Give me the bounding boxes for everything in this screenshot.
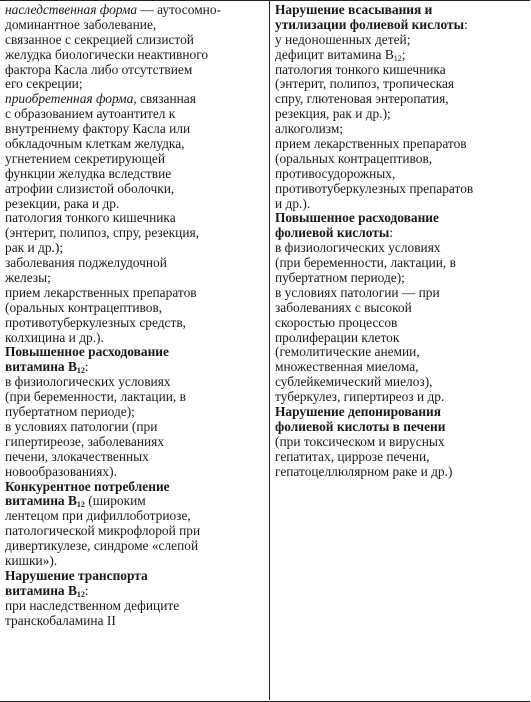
- text-line: патология тонкого кишечника: [5, 210, 176, 226]
- text-line: гипертиреозе, заболеваниях: [5, 433, 165, 449]
- text-line: угнетением секретирующей: [5, 150, 166, 166]
- text-line: противотуберкулезных средств,: [5, 314, 187, 330]
- text-line: в физиологических условиях: [275, 240, 441, 256]
- section-heading-line: утилизации фолиевой кислоты:: [275, 16, 468, 32]
- text-line: лентецом при дифиллоботриозе,: [5, 508, 191, 524]
- section-heading: Повышенное расходование: [5, 344, 169, 360]
- text-line: прием лекарственных препаратов: [275, 136, 467, 152]
- section-heading-line: витамина $B_{12}$:: [5, 359, 89, 376]
- section-heading: фолиевой кислоты в печени: [275, 418, 446, 434]
- text-line: туберкулез, гипертиреоз и др.: [275, 389, 445, 405]
- text-line: с образованием аутоантител к: [5, 106, 176, 122]
- section-heading: Нарушение транспорта: [5, 567, 148, 583]
- text-line: пубертатном периоде);: [275, 270, 405, 286]
- text-line: патологической микрофлорой при: [5, 523, 201, 539]
- text-line: при наследственном дефиците: [5, 597, 180, 613]
- text-line: патология тонкого кишечника: [275, 61, 446, 77]
- section-heading-line: витамина $B_{12}$:: [5, 582, 89, 599]
- text-line: противотуберкулезных препаратов: [275, 180, 474, 196]
- text-line: фактора Касла либо отсутствием: [5, 61, 193, 77]
- section-heading-line: фолиевой кислоты:: [275, 225, 394, 241]
- text-line: заболевания поджелудочной: [5, 255, 167, 271]
- acquired-form-rest: связанная: [136, 91, 196, 107]
- text-line: внутреннему фактору Касла или: [5, 121, 191, 137]
- text-line: и др.).: [275, 195, 311, 211]
- text-line: обкладочным клеткам желудка,: [5, 136, 185, 152]
- text-line: (энтерит, полипоз, спру, резекция,: [5, 225, 200, 241]
- acquired-form-term: приобретенная форма,: [5, 91, 137, 107]
- text-line: в условиях патологии (при: [5, 418, 158, 434]
- text-line: рак и др.);: [5, 240, 64, 256]
- text-line: транскобаламина II: [5, 612, 116, 628]
- text-line: заболеваниях с высокой: [275, 299, 412, 315]
- text-line: железы;: [5, 270, 51, 286]
- text-line: резекция, рак и др.);: [275, 106, 391, 122]
- section-heading: Нарушение всасывания и: [275, 2, 433, 17]
- text-line: (при беременности, лактации, в: [275, 255, 456, 271]
- text-line: дивертикулезе, синдроме «слепой: [5, 538, 199, 554]
- text-line: спру, глютеновая энтеропатия,: [275, 91, 449, 107]
- hereditary-form-line: [5, 3, 265, 18]
- text-line: в условиях патологии — при: [275, 284, 440, 300]
- text-line: скоростью процессов: [275, 314, 398, 330]
- hereditary-form-term: наследственная форма: [5, 2, 138, 17]
- text-line: его секреции;: [5, 76, 83, 92]
- section-heading: Нарушение депонирования: [275, 404, 442, 420]
- text-line: (гемолитические анемии,: [275, 344, 420, 360]
- left-column: [5, 3, 265, 628]
- text-line: противосудорожных,: [275, 165, 396, 181]
- text-line: желудка биологически неактивного: [5, 46, 209, 62]
- text-line: колхицина и др.).: [5, 329, 104, 345]
- text-line: функции желудка вследствие: [5, 165, 172, 181]
- section-heading: Повышенное расходование: [275, 210, 439, 226]
- text-line: печени, злокачественных: [5, 448, 149, 464]
- text-line: алкоголизм;: [275, 121, 344, 137]
- text-line: резекции, рака и др.: [5, 195, 120, 211]
- section-heading: Конкурентное потребление: [5, 478, 170, 494]
- text-line: (при беременности, лактации, в: [5, 389, 186, 405]
- hereditary-form-rest: — аутосомно-: [137, 2, 221, 17]
- text-line: гепатоцеллюлярном раке и др.): [275, 463, 453, 479]
- text-line: (оральных контрацептивов,: [5, 299, 163, 315]
- text-line: дефицит витамина $B_{12}$;: [275, 46, 406, 63]
- text-line: новообразованиях).: [5, 463, 117, 479]
- text-line: (оральных контрацептивов,: [275, 150, 433, 166]
- text-line: атрофии слизистой оболочки,: [5, 180, 175, 196]
- text-line: сублейкемический миелоз),: [275, 374, 433, 390]
- right-column: [275, 3, 528, 480]
- text-line: пубертатном периоде);: [5, 404, 135, 420]
- text-line: пролиферации клеток: [275, 329, 400, 345]
- text-line: гепатитах, циррозе печени,: [275, 448, 430, 464]
- acquired-form-line: [5, 92, 265, 107]
- section-heading-line: витамина $B_{12}$ (широким: [5, 493, 146, 510]
- text-line: прием лекарственных препаратов: [5, 284, 197, 300]
- text-line: множественная миелома,: [275, 359, 419, 375]
- text-line: (энтерит, полипоз, тропическая: [275, 76, 455, 92]
- text-line: (при токсическом и вирусных: [275, 433, 445, 449]
- column-divider: [269, 0, 270, 700]
- text-line: у недоношенных детей;: [275, 31, 411, 47]
- text-line: в физиологических условиях: [5, 374, 171, 390]
- text-line: кишки»).: [5, 552, 58, 568]
- text-line: связанное с секрецией слизистой: [5, 31, 194, 47]
- text-line: доминантное заболевание,: [5, 16, 157, 32]
